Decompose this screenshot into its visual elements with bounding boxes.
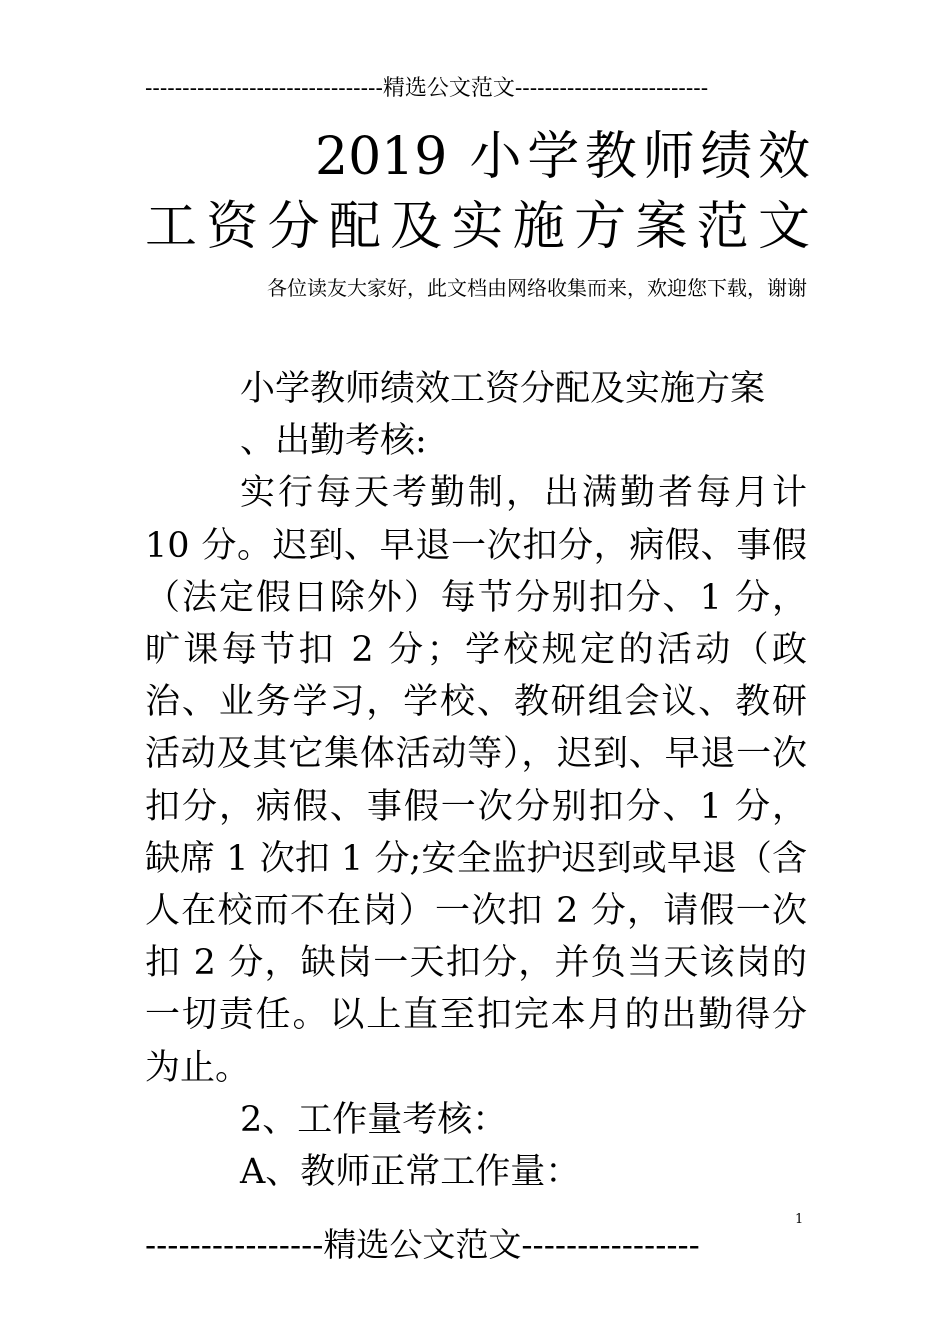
page-number: 1: [795, 1212, 804, 1227]
body-paragraph-section-workload: 2、工作量考核：: [240, 1099, 508, 1140]
document-title: 2019 小学教师绩效工资分配及实施方案范文: [145, 127, 810, 257]
document-body: [145, 363, 807, 1198]
page-footer: ----------------精选公文范文----------------: [145, 1225, 700, 1264]
body-paragraph-normal-workload: A、教师正常工作量：: [240, 1152, 581, 1193]
body-paragraph-attendance-rules: 实行每天考勤制，出满勤者每月计 10 分。迟到、早退一次扣分，病假、事假（法定假日除外）每节分别扣分、1 分，旷课每节扣 2 分；学校规定的活动（政治、业务学习，学校、教研组会议、教研活动及其它集体活动等），迟到、早退一次扣分，病假、事假一次分别扣分、1 分，缺席 1 次扣 1 分;安全监护迟到或早退（含人在校而不在岗）一次扣 2 分，请假一次扣 2 分，缺岗一天扣分，并负当天该岗的一切责任。以上直至扣完本月的出勤得分为止。: [145, 473, 807, 1088]
document-subtitle: 各位读友大家好，此文档由网络收集而来，欢迎您下载，谢谢: [267, 276, 807, 300]
body-paragraph-heading: 小学教师绩效工资分配及实施方案: [240, 369, 766, 409]
page-header: --------------------------------精选公文范文--------------------------: [145, 76, 709, 101]
body-paragraph-section-attendance: 、出勤考核:: [240, 421, 427, 462]
